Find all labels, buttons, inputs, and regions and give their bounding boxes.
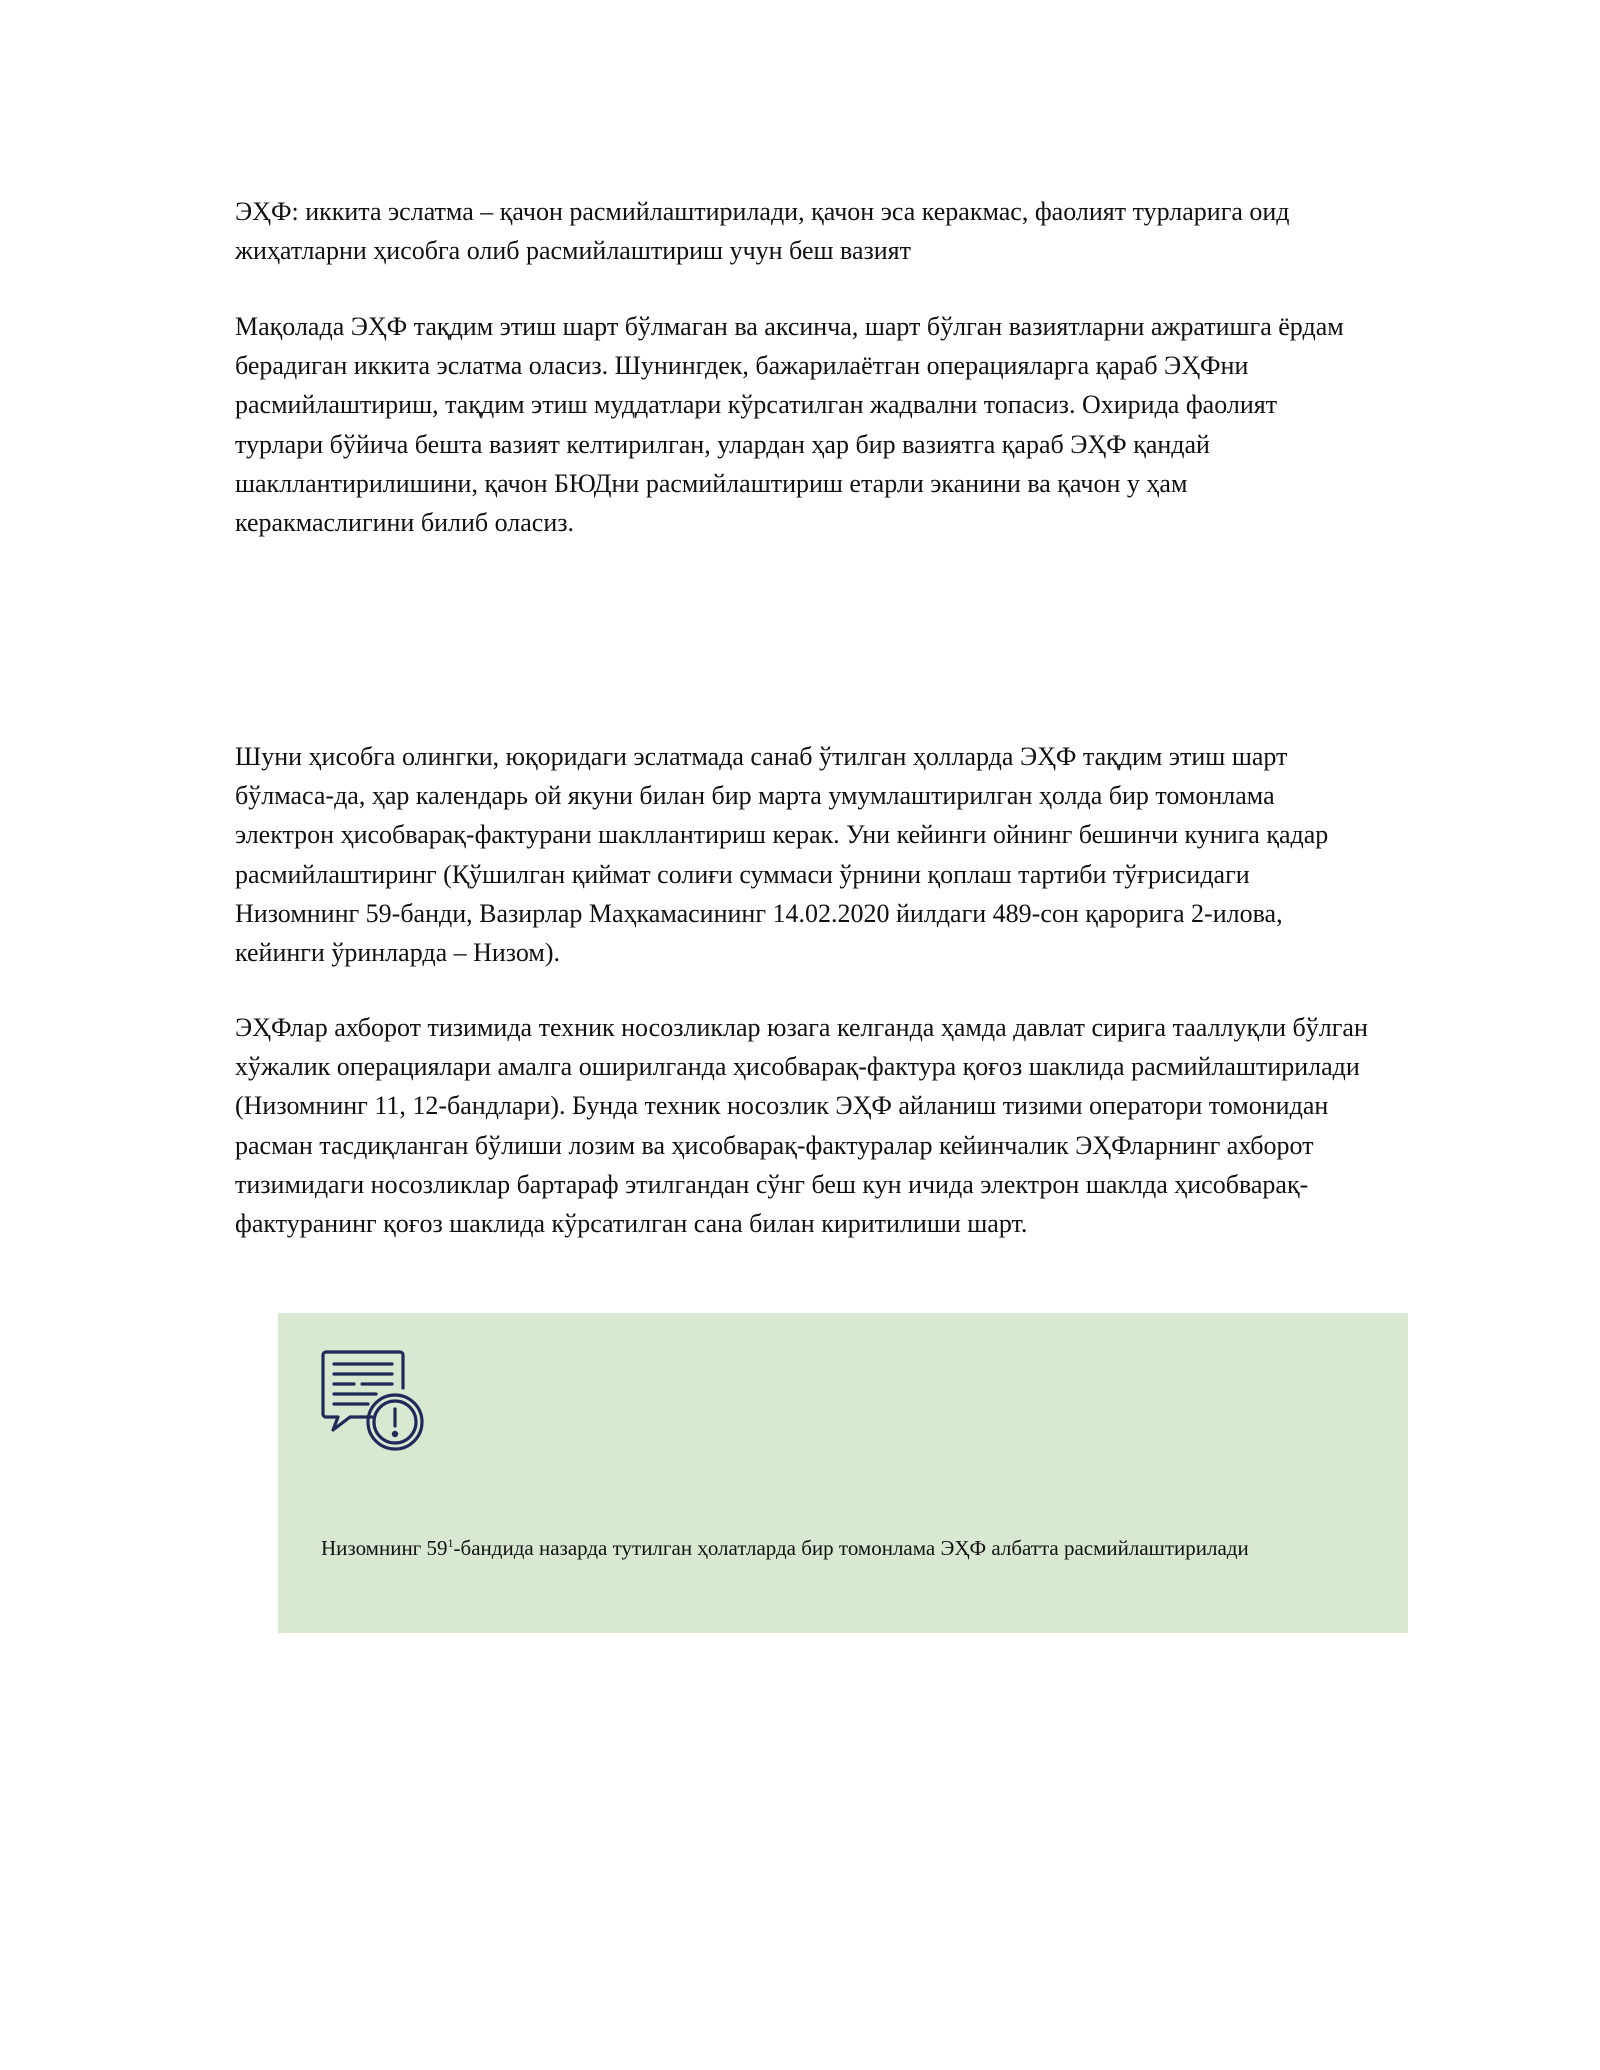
body-paragraph-2: ЭҲФлар ахборот тизимида техник носозликлар юзага келганда ҳамда давлат сирига тааллуқли бўлган хўжалик операциялари амалга оширилганда ҳисобварақ-фактура қоғоз шаклида расмийлаштирилади (Низомнинг 11, 12-бандлари). Бунда техник носозлик ЭҲФ айланиш тизими оператори томонидан расман тасдиқланган бўлиши лозим ва ҳисобварақ-фактуралар кейинчалик ЭҲФларнинг ахборот тизимидаги носозликлар бартараф этилгандан сўнг беш кун ичида электрон шаклда ҳисобварақ-фактуранинг қоғоз шаклида кўрсатилган сана билан киритилиши шарт. <box>235 1013 1368 1239</box>
note-text-start: Низомнинг 59 <box>321 1536 448 1560</box>
reminder-note-box <box>278 1313 1408 1633</box>
reminder-note-text <box>321 1530 1321 1566</box>
note-text-end: -бандида назарда тутилган ҳолатларда бир томонлама ЭҲФ албатта расмийлаштирилади <box>453 1536 1249 1560</box>
note-superscript: 1 <box>447 1536 454 1550</box>
document-alert-icon <box>320 1348 426 1454</box>
article-title: ЭҲФ: иккита эслатма – қачон расмийлаштирилади, қачон эса керакмас, фаолият турларига оид жиҳатларни ҳисобга олиб расмийлаштириш учун беш вазият <box>235 197 1290 266</box>
article-intro: Мақолада ЭҲФ тақдим этиш шарт бўлмаган ва аксинча, шарт бўлган вазиятларни ажратишга ёрдам берадиган иккита эслатма оласиз. Шунингдек, бажарилаётган операцияларга қараб ЭҲФни расмийлаштириш, тақдим этиш муддатлари кўрсатилган жадвални топасиз. Охирида фаолият турлари бўйича бешта вазият келтирилган, улардан ҳар бир вазиятга қараб ЭҲФ қандай шакллантирилишини, қачон БЮДни расмийлаштириш етарли эканини ва қачон у ҳам керакмаслигини билиб оласиз. <box>235 312 1344 538</box>
body-paragraph-1: Шуни ҳисобга олингки, юқоридаги эслатмада санаб ўтилган ҳолларда ЭҲФ тақдим этиш шарт бўлмаса-да, ҳар календарь ой якуни билан бир марта умумлаштирилган ҳолда бир томонлама электрон ҳисобварақ-фактурани шакллантириш керак. Уни кейинги ойнинг бешинчи кунига қадар расмийлаштиринг (Қўшилган қиймат солиғи суммаси ўрнини қоплаш тартиби тўғрисидаги Низомнинг 59-банди, Вазирлар Маҳкамасининг 14.02.2020 йилдаги 489-сон қарорига 2-илова, кейинги ўринларда – Низом). <box>235 742 1329 968</box>
